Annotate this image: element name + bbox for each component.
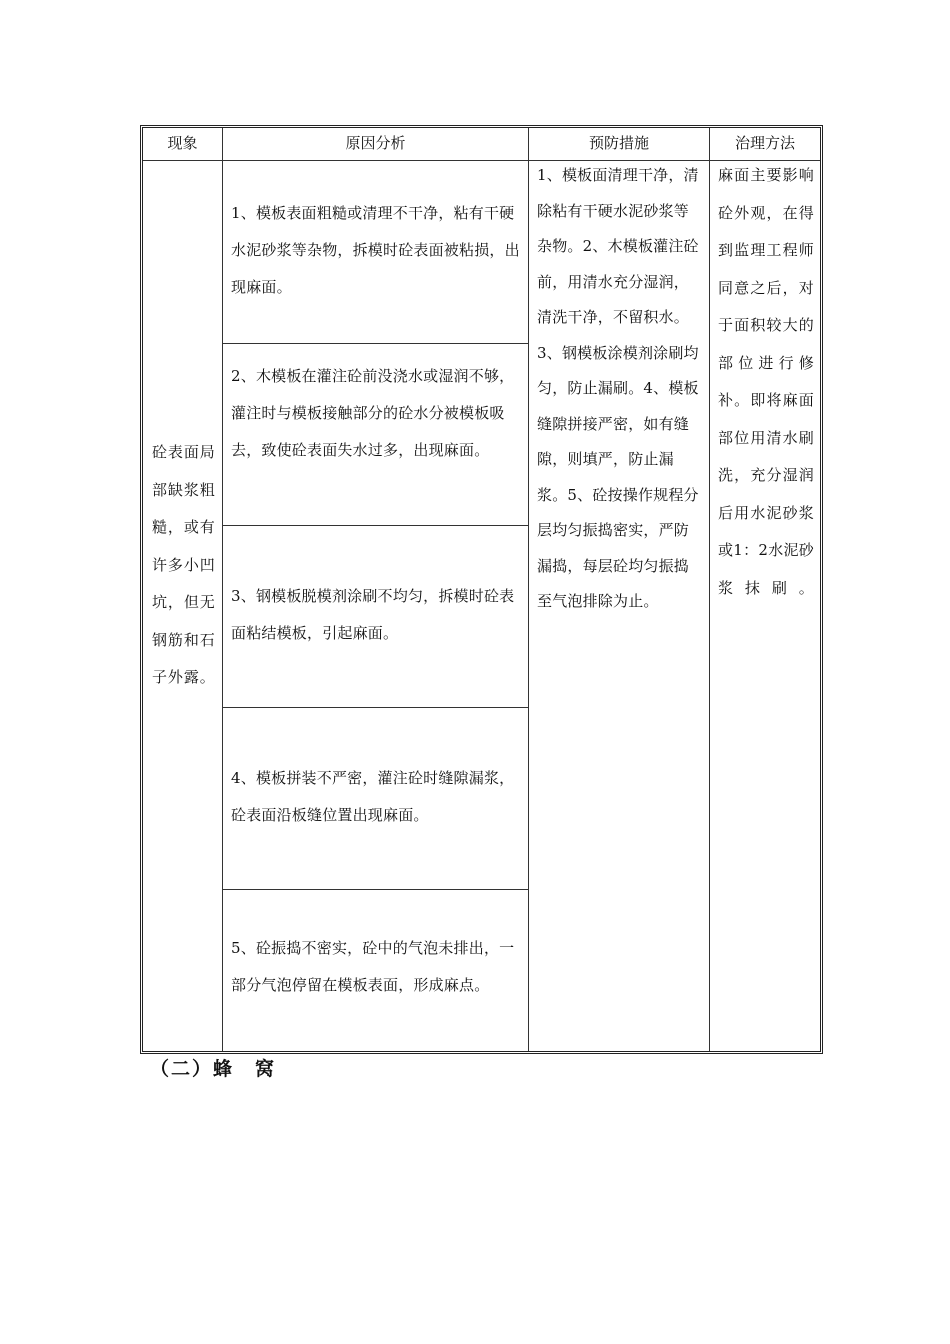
section-title: （二）蜂 窝 — [150, 1058, 277, 1080]
cause-item-3: 3、钢模板脱模剂涂刷不均匀，拆模时砼表面粘结模板，引起麻面。 — [231, 587, 515, 642]
column-divider-2 — [528, 128, 529, 1051]
cause-item-4: 4、模板拼装不严密，灌注砼时缝隙漏浆，砼表面沿板缝位置出现麻面。 — [231, 769, 515, 824]
cause-item-2: 2、木模板在灌注砼前没浇水或湿润不够，灌注时与模板接触部分的砼水分被模板吸去，致使砼表面失水过多，出现麻面。 — [231, 367, 515, 459]
cause-item-5: 5、砼振捣不密实，砼中的气泡未排出，一部分气泡停留在模板表面，形成麻点。 — [231, 939, 515, 994]
treatment-cell: 麻面主要影响砼外观，在得到监理工程师同意之后，对于面积较大的部位进行修补。即将麻面部位用清水刷洗，充分湿润后用水泥砂浆或1：2水泥砂浆抹刷。 — [718, 166, 814, 597]
cause-row-divider — [222, 343, 528, 344]
cause-item-1: 1、模板表面粗糙或清理不干净，粘有干硬水泥砂浆等杂物，拆模时砼表面被粘损，出现麻面。 — [231, 204, 520, 296]
header-phenomenon: 现象 — [167, 134, 198, 152]
cause-row-divider — [222, 889, 528, 890]
prevention-cell: 1、模板面清理干净，清除粘有干硬水泥砂浆等杂物。2、木模板灌注砼前，用清水充分湿润，清洗干净，不留积水。3、钢模板涂模剂涂刷均匀，防止漏刷。4、模板缝隙拼接严密，如有缝隙，则填严，防止漏浆。5、砼按操作规程分层均匀振捣密实，严防漏捣，每层砼均匀振捣至气泡排除为止。 — [537, 166, 699, 610]
cause-row-divider — [222, 525, 528, 526]
header-prevention: 预防措施 — [588, 134, 649, 152]
cause-row-divider — [222, 707, 528, 708]
column-divider-3 — [709, 128, 710, 1051]
header-cause: 原因分析 — [345, 134, 406, 152]
column-divider-1 — [222, 128, 223, 1051]
phenomenon-cell: 砼表面局部缺浆粗糙，或有许多小凹坑，但无钢筋和石子外露。 — [152, 443, 215, 686]
header-treatment: 治理方法 — [734, 134, 795, 152]
